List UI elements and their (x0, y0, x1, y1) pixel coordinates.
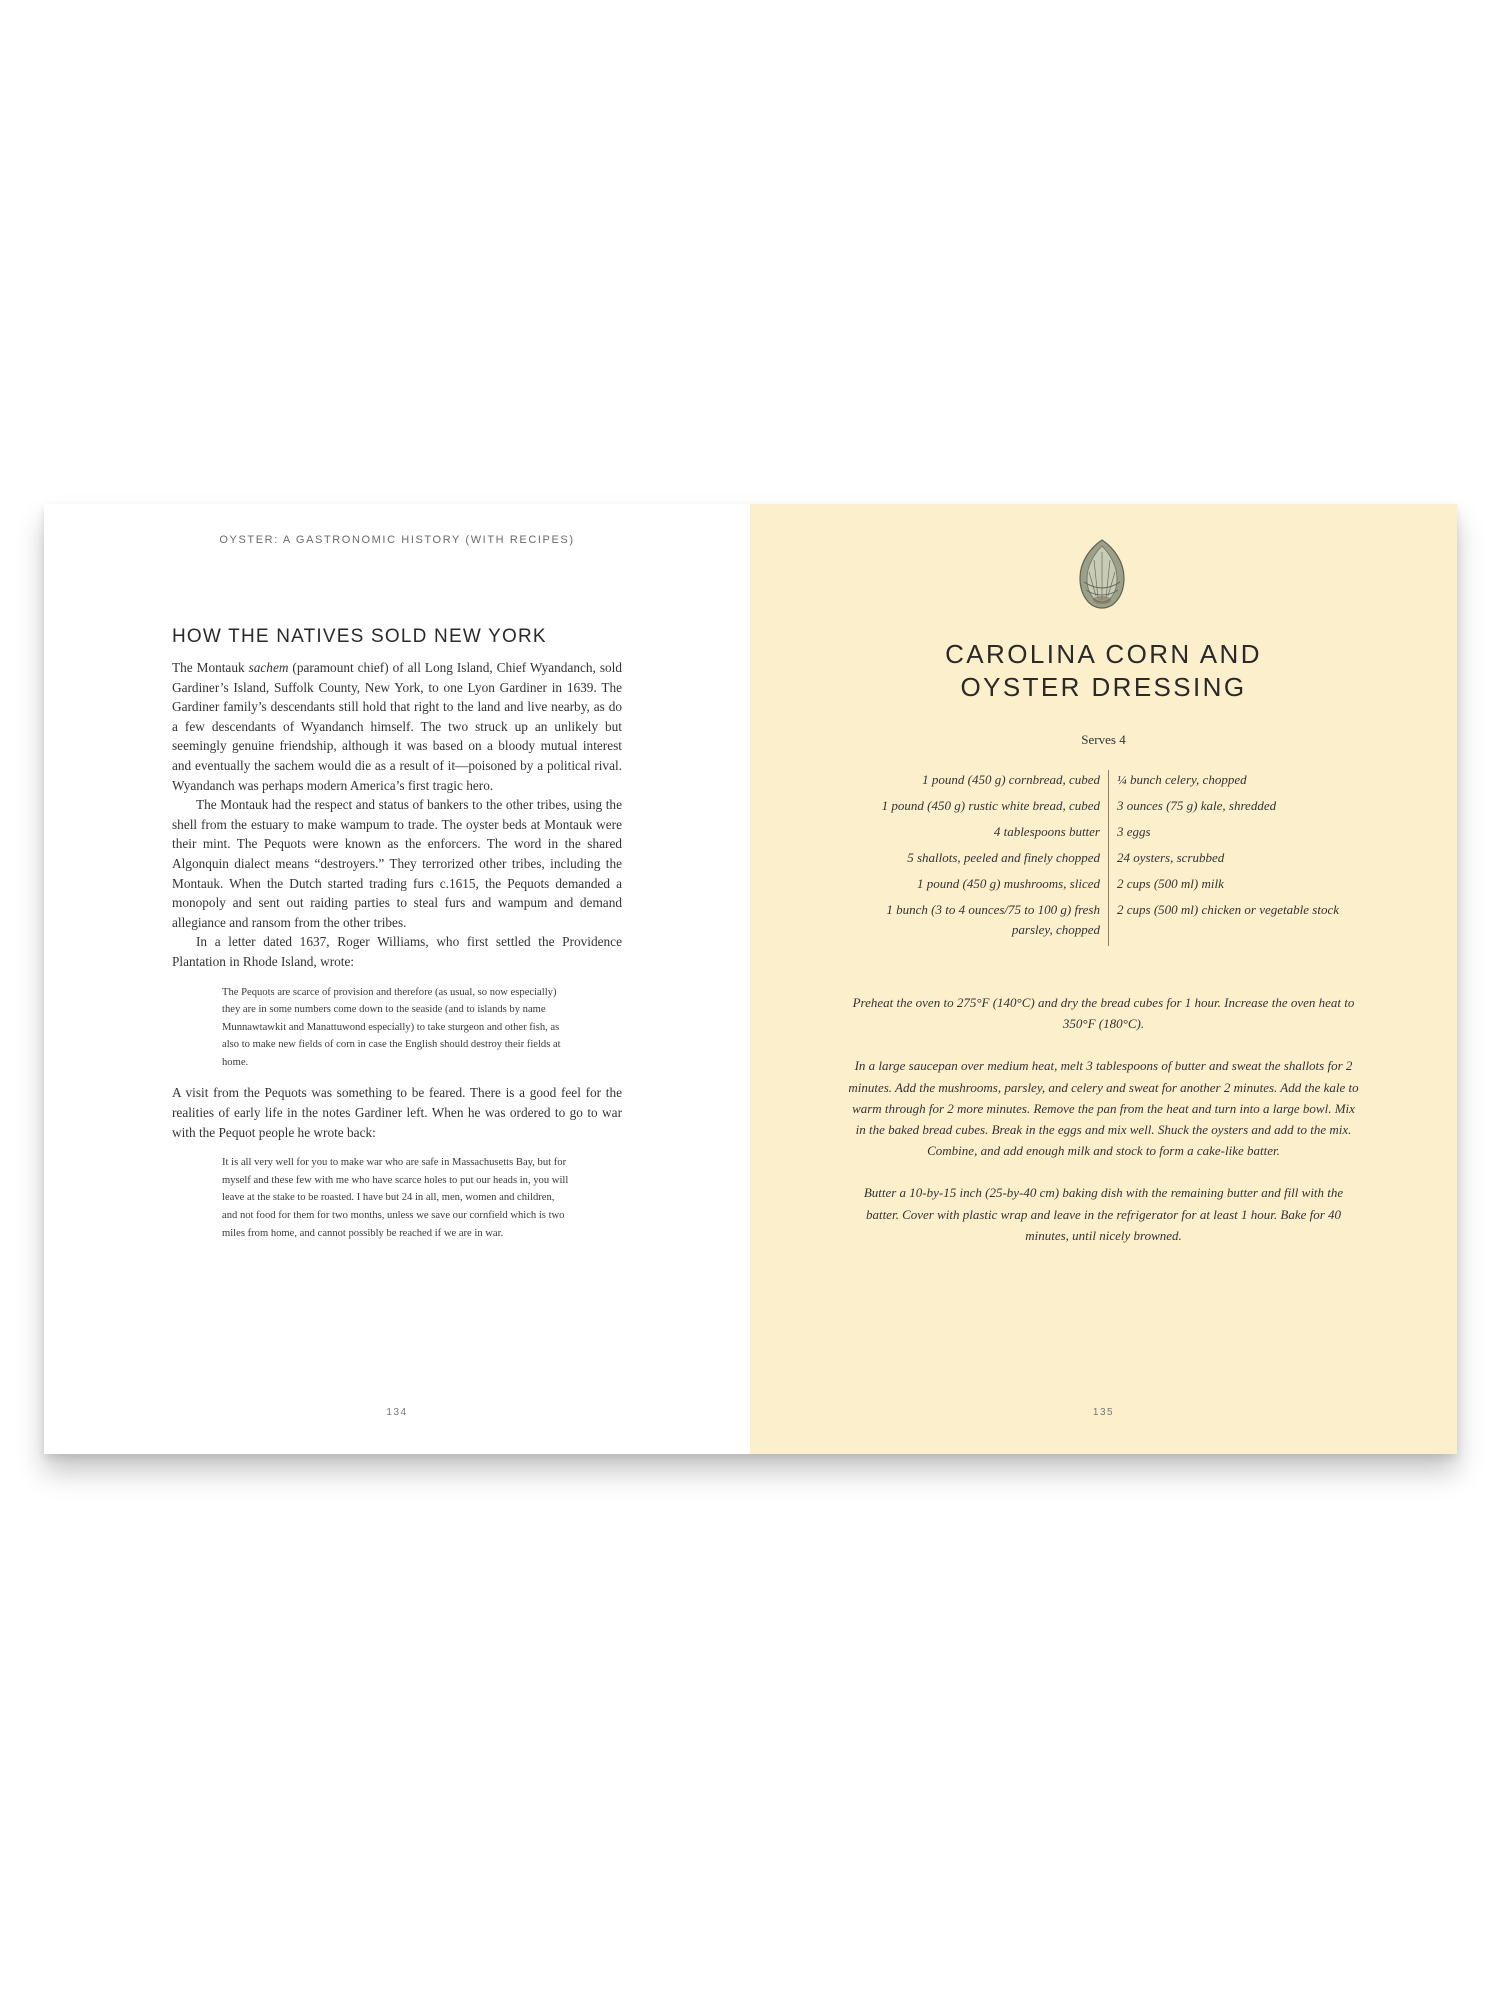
para1-emphasis: sachem (248, 660, 289, 675)
para1-rest: (paramount chief) of all Long Island, Chief Wyandanch, sold Gardiner’s Island, Suffolk County, New York, to one Lyon Gardiner in 1639. The Gardiner family’s descendants still hold that right to the land and live nearby, as do a few descendants of Wyandanch himself. The two struck up an unlikely but seemingly genuine friendship, although it was based on a bloody mutual interest and eventually the sachem would die as a result of it—poisoned by a political rival. Wyandanch was perhaps modern America’s first tragic hero. (172, 660, 622, 793)
ingredient-item: 3 eggs (1117, 824, 1151, 839)
page-number-right: 135 (1092, 1407, 1115, 1418)
block-quote-1: The Pequots are scarce of provision and therefore (as usual, so now especially) they are in some numbers come down to the seaside (and to islands by name Munnawtawkit and Manattuwond especially) to take sturgeon and other fish, as also to make new fields of corn in case the English should destroy their fields at home. (222, 986, 561, 1068)
method-step: Butter a 10-by-15 inch (25-by-40 cm) baking dish with the remaining butter and fill with the batter. Cover with plastic wrap and leave in the refrigerator for at least 1 hour. Bake for 40 minutes, until nicely browned. (863, 1185, 1344, 1243)
section-heading: HOW THE NATIVES SOLD NEW YORK (172, 626, 547, 647)
ingredient-item: 1 bunch (3 to 4 ounces/75 to 100 g) fresh parsley, chopped (886, 902, 1100, 937)
method-step: Preheat the oven to 275°F (140°C) and dry the bread cubes for 1 hour. Increase the oven heat to 350°F (180°C). (852, 995, 1355, 1032)
running-head: OYSTER: A GASTRONOMIC HISTORY (WITH RECIPES) (219, 534, 575, 546)
ingredient-item: 3 ounces (75 g) kale, shredded (1117, 798, 1277, 813)
ingredient-item: 2 cups (500 ml) milk (1117, 876, 1224, 891)
ingredient-item: 1 pound (450 g) rustic white bread, cubed (881, 798, 1100, 813)
ingredient-item: 5 shallots, peeled and finely chopped (907, 850, 1100, 865)
ingredients-list (850, 770, 1370, 946)
left-page (44, 504, 750, 1454)
body-paragraph-3: In a letter dated 1637, Roger Williams, who first settled the Providence Plantation in Rhode Island, wrote: (172, 934, 622, 969)
ingredient-item: ¼ bunch celery, chopped (1117, 772, 1247, 787)
ingredients-column-right (1109, 770, 1367, 946)
block-quote-2: It is all very well for you to make war who are safe in Massachusetts Bay, but for myself and these few with me who have scarce holes to put our heads in, you will leave at the stake to be roasted. I have but 24 in all, men, women and children, and not food for them for two months, unless we save our cornfield which is two miles from home, and cannot possibly be reached if we are in war. (222, 1157, 569, 1239)
ingredients-column-left (850, 770, 1109, 946)
right-page (750, 504, 1457, 1454)
method-step: In a large saucepan over medium heat, melt 3 tablespoons of butter and sweat the shallots for 2 minutes. Add the mushrooms, parsley, and celery and sweat for another 2 minutes. Add the kale to warm through for 2 more minutes. Remove the pan from the heat and turn into a large bowl. Mix in the baked bread cubes. Break in the eggs and mix well. Shuck the oysters and add to the mix. Combine, and add enough milk and stock to form a cake-like batter. (848, 1058, 1359, 1159)
book-spread (44, 504, 1457, 1454)
body-paragraph-2: The Montauk had the respect and status of bankers to the other tribes, using the shell from the estuary to make wampum to trade. The oyster beds at Montauk were their mint. The Pequots were known as the enforcers. The word in the shared Algonquin dialect means “destroyers.” They terrorized other tribes, including the Montauk. When the Dutch started trading furs c.1615, the Pequots demanded a monopoly and sent out raiding parties to steal furs and wampum and demand allegiance and ransom from the other tribes. (172, 797, 622, 930)
ingredient-item: 4 tablespoons butter (993, 824, 1100, 839)
recipe-title-line-1: CAROLINA CORN AND (945, 639, 1262, 669)
ingredient-item: 2 cups (500 ml) chicken or vegetable stock (1117, 902, 1340, 917)
page-number-left: 134 (386, 1407, 408, 1418)
ingredient-item: 1 pound (450 g) cornbread, cubed (922, 772, 1100, 787)
method-steps (846, 992, 1361, 1267)
ingredient-item: 1 pound (450 g) mushrooms, sliced (917, 876, 1100, 891)
recipe-title (750, 638, 1457, 704)
body-paragraph-1 (172, 658, 622, 795)
left-page-content (172, 626, 622, 1254)
body-paragraph-4: A visit from the Pequots was something to be feared. There is a good feel for the realities of early life in the notes Gardiner left. When he was ordered to go to war with the Pequot people he wrote back: (172, 1085, 622, 1140)
recipe-title-line-2: OYSTER DRESSING (960, 672, 1247, 702)
ingredient-item: 24 oysters, scrubbed (1117, 850, 1225, 865)
para1-start: The Montauk (172, 660, 249, 675)
oyster-shell-icon (1074, 538, 1130, 610)
serves-info: Serves 4 (1081, 732, 1126, 747)
